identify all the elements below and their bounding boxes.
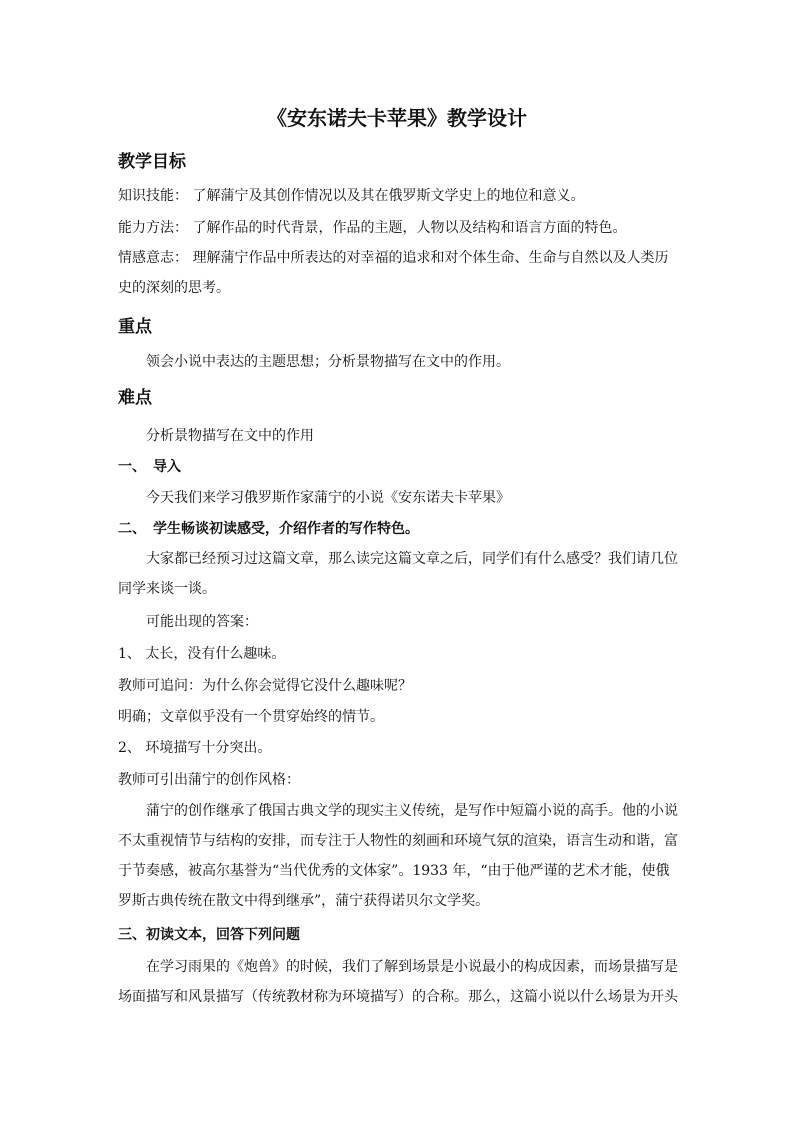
key-heading: 重点 [118, 317, 152, 337]
difficulty-text: 分析景物描写在文中的作用 [146, 428, 314, 444]
section2-intro: 大家都已经预习过这篇文章，那么读完这篇文章之后，同学们有什么感受？我们请几位同学来谈一谈。 [118, 551, 678, 597]
section3-text: 在学习雨果的《炮兽》的时候，我们了解到场景是小说最小的构成因素，而场景描写是场面描写和风景描写（传统教材称为环境描写）的合称。那么，这篇小说以什么场景为开头 [118, 959, 678, 1005]
teacher-guide: 教师可引出蒲宁的创作风格： [118, 772, 300, 788]
teacher-follow-up: 教师可追问：为什么你会觉得它没什么趣味呢？ [118, 678, 412, 694]
goal-knowledge: 知识技能： 了解蒲宁及其创作情况以及其在俄罗斯文学史上的地位和意义。 [118, 188, 585, 204]
goal-ability: 能力方法： 了解作品的时代背景，作品的主题，人物以及结构和语言方面的特色。 [118, 220, 627, 236]
goal-emotion: 情感意志： 理解蒲宁作品中所表达的对幸福的追求和对个体生命、生命与自然以及人类历史的深刻的思考。 [118, 250, 669, 296]
section1-heading: 一、 导入 [118, 459, 181, 475]
section2-possible: 可能出现的答案： [146, 614, 258, 630]
document-title: 《安东诺夫卡苹果》教学设计 [267, 106, 527, 130]
answer-item-1: 1、 太长，没有什么趣味。 [118, 646, 286, 662]
answer-item-2: 2、 环境描写十分突出。 [118, 740, 272, 756]
bunin-style-paragraph: 蒲宁的创作继承了俄国古典文学的现实主义传统，是写作中短篇小说的高手。他的小说不太重视情节与结构的安排，而专注于人物性的刻画和环境气氛的渲染，语言生动和谐，富于节奏感，被高尔基誉为“当代优秀的文体家”。1933 年，“由于他严谨的艺术才能，使俄罗斯古典传统在散文中得到继承”，蒲宁获得诺贝尔文学奖。 [118, 803, 678, 909]
clarify-text: 明确；文章似乎没有一个贯穿始终的情节。 [118, 709, 384, 725]
difficulty-heading: 难点 [118, 388, 152, 408]
section2-heading: 二、 学生畅谈初读感受，介绍作者的写作特色。 [118, 521, 419, 537]
key-text: 领会小说中表达的主题思想；分析景物描写在文中的作用。 [146, 354, 510, 370]
goals-heading: 教学目标 [118, 152, 186, 172]
section1-text: 今天我们来学习俄罗斯作家蒲宁的小说《安东诺夫卡苹果》 [146, 490, 510, 506]
section3-heading: 三、初读文本，回答下列问题 [118, 927, 300, 943]
